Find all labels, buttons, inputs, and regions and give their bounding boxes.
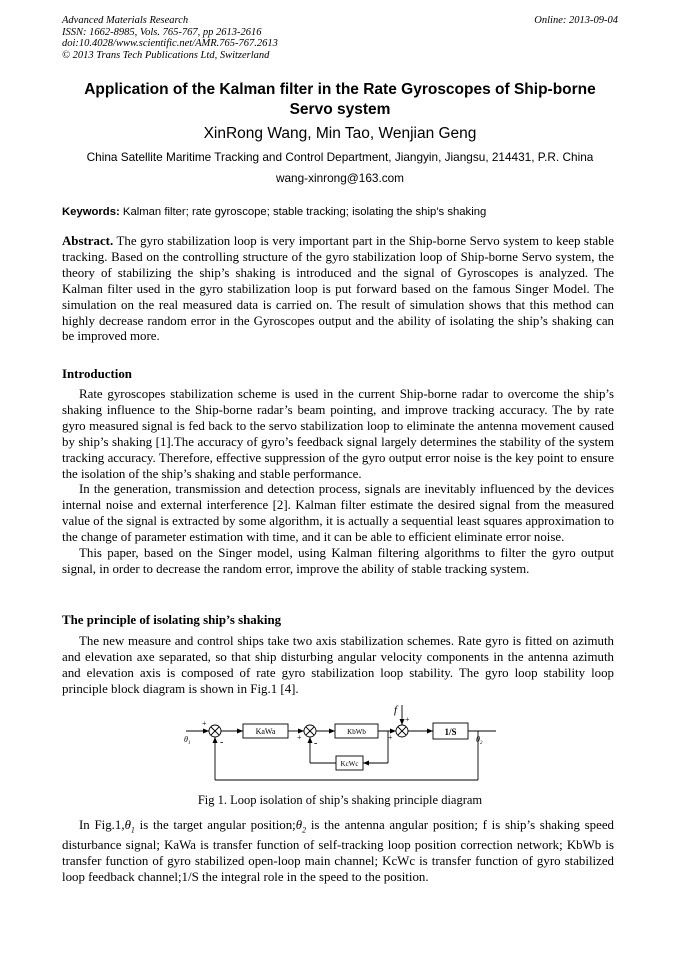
principle-body: [62, 634, 614, 698]
online-date: Online: 2013-09-04: [534, 15, 618, 26]
plus-sign: +: [297, 733, 302, 742]
author-email[interactable]: wang-xinrong@163.com: [275, 171, 405, 185]
theta2-symbol: $\theta_2$: [295, 818, 307, 835]
input-theta-label: $\theta_1$: [184, 735, 191, 746]
paper-title: Application of the Kalman filter in the Rate Gyroscopes of Ship-borne Servo system: [84, 81, 596, 118]
intro-paragraph: Rate gyroscopes stabilization scheme is used in the current Ship-borne radar to overcome the ship’s shaking influence to the Ship-borne radar’s beam pointing, and improve tracking accuracy. The by rate gyro measured signal is fed back to the servo stabilization loop to eliminate the antenna movement caused by ship’s shaking [1].The accuracy of gyro’s feedback signal largely determines the stability of the system tracking accuracy. Therefore, effective suppression of the gyro output error noise is the key point to ensure the isolation of the ship’s shaking and stable performance.: [62, 387, 614, 481]
introduction-heading: Introduction: [62, 367, 132, 381]
intro-paragraph: This paper, based on the Singer model, using Kalman filtering algorithms to filter the gyro output signal, in order to decrease the random error, improve the ability of stable tracking system.: [62, 546, 614, 576]
arrow-head: [363, 761, 369, 766]
journal-name: Advanced Materials Research: [62, 15, 189, 26]
arrow-head: [329, 729, 335, 734]
plus-sign: +: [202, 719, 207, 728]
abstract: [62, 234, 614, 345]
kcwc-label: KcWc: [340, 760, 359, 768]
principle-heading: The principle of isolating ship’s shaking: [62, 613, 282, 627]
keywords-text: Kalman filter; rate gyroscope; stable tracking; isolating the ship’s shaking: [122, 206, 487, 218]
figure-caption: Fig 1. Loop isolation of ship’s shaking principle diagram: [197, 793, 483, 807]
arrow-head: [308, 737, 313, 743]
intro-paragraph: In the generation, transmission and detection process, signals are inevitably influenced by the devices internal noise and external interference [2]. Kalman filter estimate the desired signal from the measured value of the signal is extracted by some algorithm, it is actually a sequential least squares approximation to the change of parameter estimation with time, and it can be able to efficient eliminate error noise.: [62, 482, 614, 545]
principle-paragraph: The new measure and control ships take two axis stabilization schemes. Rate gyro is fitted on azimuth and elevation axe separated, so that ship disturbing angular velocity components in the antenna azimuth and elevation axis is composed of rate gyro stabilization loop stability. The gyro loop stability loop principle block diagram is shown in Fig.1 [4].: [62, 634, 614, 696]
arrow-head: [203, 729, 209, 734]
arrow-head: [400, 719, 405, 725]
figure-description: In $Fig.1,\theta_1$ is the target angular $position;\theta_2$ is the antenna angular position; f is ship’s shaking speed disturbance signal; KaWa is transfer function of self-tracking loop position correction network; KbWb is transfer function of gyro stabilized open-loop main channel; KcWc is transfer function of gyro stabilized loop feedback channel;1/S the integral role in the speed to the position.: [62, 818, 614, 885]
abstract-label: Abstract.: [62, 234, 114, 248]
keywords: [62, 204, 618, 220]
plus-sign: +: [405, 715, 410, 724]
plus-sign: +: [388, 733, 393, 742]
minus-sign: -: [314, 738, 318, 749]
authors: XinRong Wang, Min Tao, Wenjian Geng: [203, 125, 477, 142]
copyright: © 2013 Trans Tech Publications Ltd, Switzerland: [62, 49, 270, 61]
disturbance-label: f: [394, 704, 398, 716]
minus-sign: -: [220, 737, 224, 748]
keywords-label: Keywords:: [62, 206, 120, 218]
issn: ISSN: 1662-8985, Vols. 765-767, pp 2613-2616: [62, 26, 262, 38]
kawa-label: KaWa: [255, 727, 276, 736]
affiliation: China Satellite Maritime Tracking and Control Department, Jiangyin, Jiangsu, 214431, P.R. China: [86, 150, 594, 164]
block-diagram: [178, 700, 498, 786]
journal-header: [62, 15, 618, 61]
output-theta-label: $\theta_2$: [476, 735, 483, 746]
integrator-label: 1/S: [444, 727, 457, 737]
arrow-head: [427, 729, 433, 734]
arrow-head: [237, 729, 243, 734]
kbwb-label: KbWb: [347, 728, 366, 736]
doi[interactable]: doi:10.4028/www.scientific.net/AMR.765-767.2613: [62, 38, 278, 49]
introduction-body: [62, 387, 614, 578]
arrow-head: [213, 737, 218, 743]
theta1-symbol: $\theta_1$: [124, 818, 135, 835]
abstract-text: The gyro stabilization loop is very important part in the Ship-borne Servo system to keep stable tracking. Based on the controlling structure of the gyro stabilization loop of Ship-borne Servo system, the theory of stabilizing the ship’s shaking is introduced and the signal of Gyroscopes is analyzed. The Kalman filter used in the gyro stabilization loop is put forward based on the famous Singer Model. The simulation on the real measured data is carried on. The result of simulation shows that this method can highly decrease random error in the Gyroscopes output and the ability of isolating the ship’s shaking can be improved more.: [62, 234, 614, 344]
